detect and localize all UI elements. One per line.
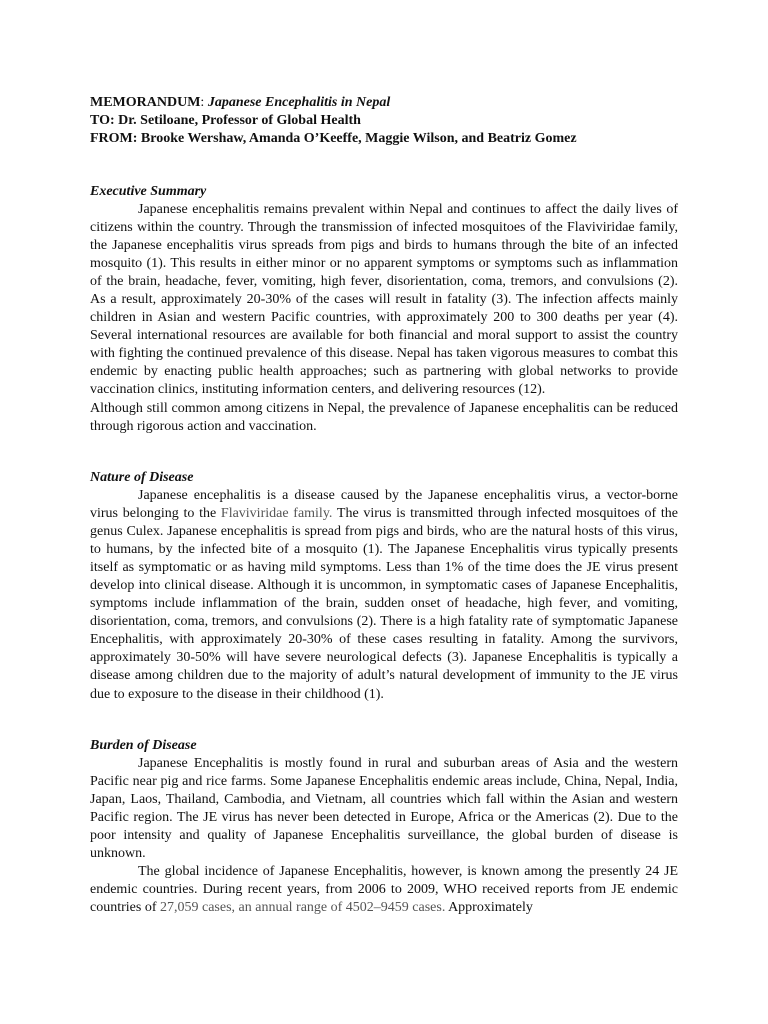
memo-to: TO: Dr. Setiloane, Professor of Global Health — [90, 113, 361, 128]
burden-of-disease-heading: Burden of Disease — [90, 738, 197, 753]
nature-of-disease-heading: Nature of Disease — [90, 470, 194, 485]
memo-header — [90, 94, 690, 148]
memo-title-line: MEMORANDUM: Japanese Encephalitis in Nepal — [90, 95, 391, 110]
executive-summary-conclusion: Although still common among citizens in Nepal, the prevalence of Japanese encephalitis can be reduced through rigorous action and vaccination. — [90, 400, 678, 434]
nature-of-disease-body — [90, 487, 678, 704]
executive-summary-heading: Executive Summary — [90, 184, 207, 199]
annual-cases-text: 27,059 cases, an annual range of 4502–9459 cases. — [159, 900, 446, 916]
burden-of-disease-paragraph-1: Japanese Encephalitis is mostly found in rural and suburban areas of Asia and the western Pacific near pig and rice farms. Some Japanese Encephalitis endemic areas include, China, Nepal, India, Japan, Laos, Thailand, Cambodia, and Vietnam, all countries which fall within the Asian and western Pacific region. The JE virus has never been detected in Europe, Africa or the Americas (2). Due to the poor intensity and quality of Japanese Encephalitis surveillance, the global burden of disease is unknown. — [90, 756, 678, 862]
burden-of-disease-body — [90, 755, 678, 917]
nature-of-disease-paragraph: Japanese encephalitis is a disease caused by the Japanese encephalitis virus, a vector-borne virus belonging to the Flaviviridae family. The virus is transmitted through infected mosquitoes of the genus Culex. Japanese encephalitis is spread from pigs and birds, who are the natural hosts of this virus, to humans, by the infected bite of a mosquito (1). The Japanese Encephalitis virus typically presents itself as symptomatic or as having mild symptoms. Less than 1% of the time does the JE virus present develop into clinical disease. Although it is uncommon, in symptomatic cases of Japanese Encephalitis, symptoms include inflammation of the brain, sudden onset of headache, high fever, and vomiting, disorientation, coma, tremors, and convulsions (2). There is a high fatality rate of symptomatic Japanese Encephalitis, with approximately 20-30% of these cases resulting in fatality. Among the survivors, approximately 30-50% will have severe neurological defects (3). Japanese Encephalitis is typically a disease among children due to the majority of adult’s natural development of immunity to the JE virus due to exposure to the disease in their childhood (1). — [90, 488, 678, 702]
executive-summary-paragraph: Japanese encephalitis remains prevalent within Nepal and continues to affect the daily lives of citizens within the country. Through the transmission of infected mosquitoes of the Flaviviridae family, the Japanese encephalitis virus spreads from pigs and birds to humans through the bite of an infected mosquito (1). This results in either minor or no apparent symptoms or symptoms such as inflammation of the brain, headache, fever, vomiting, high fever, disorientation, coma, tremors, and convulsions (2). As a result, approximately 20-30% of the cases will result in fatality (3). The infection affects mainly children in Asian and western Pacific countries, with approximately 200 to 300 deaths per year (4). Several international resources are available for both financial and moral support to assist the country with fighting the continued prevalence of this disease. Nepal has taken vigorous measures to combat this endemic by enacting public health approaches; such as partnering with global networks to provide vaccination clinics, instituting information centers, and delivering resources (12). — [90, 202, 678, 398]
memo-title: Japanese Encephalitis in Nepal — [207, 95, 391, 110]
memo-label: MEMORANDUM — [90, 95, 201, 110]
executive-summary-body — [90, 201, 678, 436]
burden-of-disease-paragraph-2: The global incidence of Japanese Encephalitis, however, is known among the presently 24 JE endemic countries. During recent years, from 2006 to 2009, WHO received reports from JE endemic countries of 27,059 cases, an annual range of 4502–9459 cases. Approximately — [90, 864, 678, 916]
flaviviridae-family-text: Flaviviridae family. — [220, 506, 333, 522]
memo-from: FROM: Brooke Wershaw, Amanda O’Keeffe, Maggie Wilson, and Beatriz Gomez — [90, 131, 577, 146]
